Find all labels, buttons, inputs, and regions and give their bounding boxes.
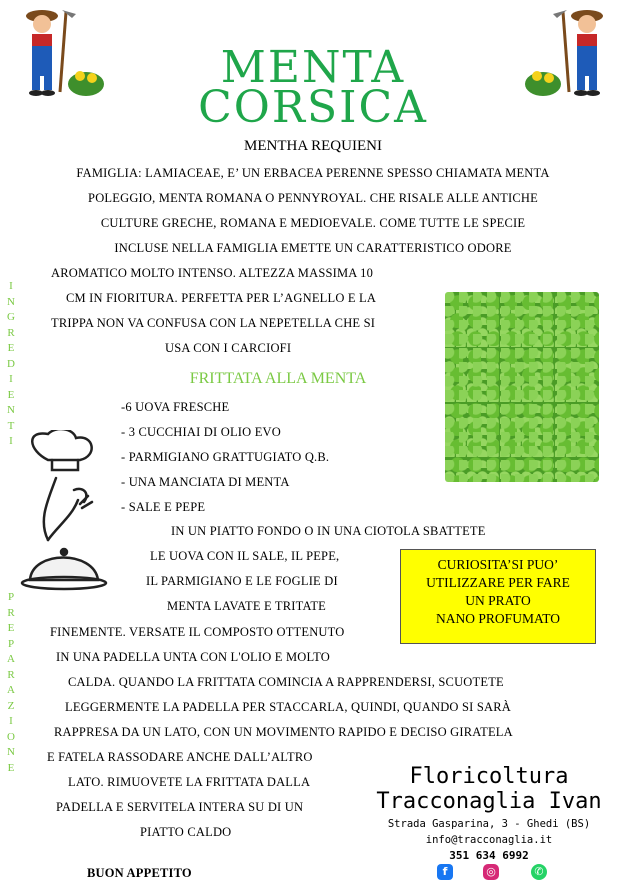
subtitle: MENTHA REQUIENI xyxy=(244,138,382,154)
description-line: USA CON I CARCIOFI xyxy=(165,341,292,355)
brand-phone: 351 634 6992 xyxy=(449,849,529,862)
description-line: FAMIGLIA: LAMIACEAE, E’ UN ERBACEA PERENNE SPESSO CHIAMATA MENTA xyxy=(76,166,550,180)
brand-address: Strada Gasparina, 3 - Ghedi (BS) xyxy=(387,818,591,830)
description-line: POLEGGIO, MENTA ROMANA O PENNYROYAL. CHE RISALE ALLE ANTICHE xyxy=(88,191,538,205)
curiosity-line: CURIOSITA’SI PUO’ xyxy=(437,557,559,572)
preparation-line: LEGGERMENTE LA PADELLA PER STACCARLA, QUINDI, QUANDO SI SARÀ xyxy=(65,700,511,714)
description-line: TRIPPA NON VA CONFUSA CON LA NEPETELLA CHE SI xyxy=(51,316,376,330)
side-label-ingredients: I N G R E D I E N T I xyxy=(7,280,15,447)
preparation-line: RAPPRESA DA UN LATO, CON UN MOVIMENTO RAPIDO E DECISO GIRATELA xyxy=(54,725,513,739)
title-line-1: MENTA xyxy=(220,42,406,93)
brand-email: info@tracconaglia.it xyxy=(425,834,553,846)
side-label-preparation: P R E P A R A Z I O N E xyxy=(7,591,15,774)
whatsapp-icon[interactable]: ✆ xyxy=(531,864,547,880)
chef-illustration xyxy=(18,430,128,610)
preparation-line: PADELLA E SERVITELA INTERA SU DI UN xyxy=(56,800,304,814)
description-line: CULTURE GRECHE, ROMANA E MEDIOEVALE. COME TUTTE LE SPECIE xyxy=(100,216,526,230)
brand-name-line1: Floricoltura xyxy=(409,764,569,789)
curiosity-line: NANO PROFUMATO xyxy=(436,611,560,626)
preparation-line: FINEMENTE. VERSATE IL COMPOSTO OTTENUTO xyxy=(50,625,345,639)
description-line: AROMATICO MOLTO INTENSO. ALTEZZA MASSIMA 10 xyxy=(51,266,374,280)
preparation-line: LATO. RIMUOVETE LA FRITTATA DALLA xyxy=(68,775,311,789)
instagram-icon[interactable]: ◎ xyxy=(483,864,499,880)
gardener-illustration-right xyxy=(519,4,615,100)
preparation-line: PIATTO CALDO xyxy=(140,825,232,839)
closing-text: BUON APPETITO xyxy=(87,866,192,880)
ingredient-item: - UNA MANCIATA DI MENTA xyxy=(121,475,290,489)
curiosity-line: UN PRATO xyxy=(465,593,531,608)
title-line-2: CORSICA xyxy=(198,82,428,133)
recipe-title: FRITTATA ALLA MENTA xyxy=(189,370,367,387)
ingredient-item: - SALE E PEPE xyxy=(121,500,206,514)
preparation-line: E FATELA RASSODARE ANCHE DALL’ALTRO xyxy=(47,750,313,764)
preparation-line: LE UOVA CON IL SALE, IL PEPE, xyxy=(150,549,340,563)
ingredient-item: -6 UOVA FRESCHE xyxy=(121,400,230,414)
brand-name-line2: Tracconaglia Ivan xyxy=(376,789,602,814)
preparation-line: MENTA LAVATE E TRITATE xyxy=(167,599,326,613)
ingredient-item: - 3 CUCCHIAI DI OLIO EVO xyxy=(121,425,281,439)
preparation-line: CALDA. QUANDO LA FRITTATA COMINCIA A RAPPRENDERSI, SCUOTETE xyxy=(68,675,504,689)
description-line: INCLUSE NELLA FAMIGLIA EMETTE UN CARATTERISTICO ODORE xyxy=(114,241,512,255)
curiosity-line: UTILIZZARE PER FARE xyxy=(426,575,570,590)
preparation-line: IL PARMIGIANO E LE FOGLIE DI xyxy=(146,574,338,588)
gardener-illustration-left xyxy=(14,4,110,100)
description-line: CM IN FIORITURA. PERFETTA PER L’AGNELLO E LA xyxy=(66,291,377,305)
preparation-line: IN UNA PADELLA UNTA CON L'OLIO E MOLTO xyxy=(56,650,331,664)
preparation-line: IN UN PIATTO FONDO O IN UNA CIOTOLA SBATTETE xyxy=(171,524,486,538)
facebook-icon[interactable]: f xyxy=(437,864,453,880)
curiosity-box xyxy=(400,549,596,644)
ingredient-item: - PARMIGIANO GRATTUGIATO Q.B. xyxy=(121,450,330,464)
mint-photo xyxy=(445,292,599,482)
